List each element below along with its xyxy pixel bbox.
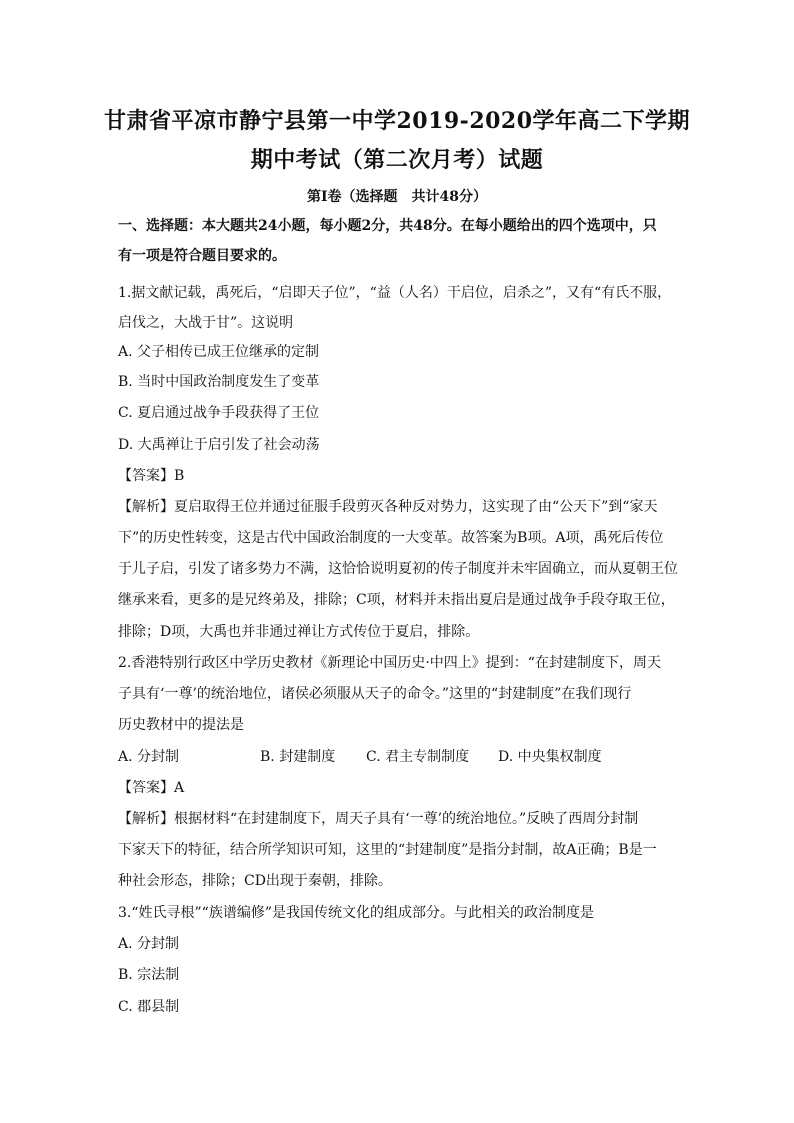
q2-option-a: A. 分封制 bbox=[118, 749, 180, 765]
q1-option-c: C. 夏启通过战争手段获得了王位 bbox=[118, 405, 320, 421]
q1-analysis-line-4: 继承来看，更多的是兄终弟及，排除；C项，材料并未指出夏启是通过战争手段夺取王位， bbox=[118, 592, 675, 608]
q3-option-c: C. 郡县制 bbox=[118, 999, 180, 1015]
q1-analysis-line-1: 【解析】夏启取得王位并通过征服手段剪灭各种反对势力，这实现了由“公天下”到“家天 bbox=[118, 499, 658, 515]
document-title-line-2: 期中考试（第二次月考）试题 bbox=[250, 147, 544, 173]
q2-option-c: C. 君主专制制度 bbox=[366, 749, 470, 765]
section-label: 第Ⅰ卷（选择题 共计48分） bbox=[306, 189, 488, 205]
q1-stem-line-1: 1.据文献记载，禹死后，“启即天子位”，“益（人名）干启位，启杀之”，又有“有氏不服， bbox=[118, 285, 672, 301]
q2-analysis-line-1: 【解析】根据材料“在封建制度下，周天子具有‘一尊’的统治地位。”反映了西周分封制 bbox=[118, 811, 639, 827]
instructions-line-1: 一、选择题：本大题共24小题，每小题2分，共48分。在每小题给出的四个选项中，只 bbox=[118, 218, 657, 234]
q2-option-d: D. 中央集权制度 bbox=[498, 749, 602, 765]
q3-stem-line-1: 3.“姓氏寻根”“族谱编修”是我国传统文化的组成部分。与此相关的政治制度是 bbox=[118, 905, 594, 921]
q2-stem-line-3: 历史教材中的提法是 bbox=[118, 717, 244, 733]
q2-option-b: B. 封建制度 bbox=[260, 749, 336, 765]
q1-analysis-line-5: 排除；D项，大禹也并非通过禅让方式传位于夏启，排除。 bbox=[118, 624, 480, 640]
q3-option-b: B. 宗法制 bbox=[118, 967, 180, 983]
document-title-line-1: 甘肃省平凉市静宁县第一中学2019-2020学年高二下学期 bbox=[103, 108, 691, 134]
q3-option-a: A. 分封制 bbox=[118, 936, 180, 952]
instructions-line-2: 有一项是符合题目要求的。 bbox=[118, 248, 286, 264]
q1-option-a: A. 父子相传已成王位继承的定制 bbox=[118, 344, 320, 360]
q2-analysis-line-3: 种社会形态，排除；CD出现于秦朝，排除。 bbox=[118, 873, 392, 889]
q1-option-d: D. 大禹禅让于启引发了社会动荡 bbox=[118, 437, 320, 453]
q2-stem-line-1: 2.香港特别行政区中学历史教材《新理论中国历史·中四上》提到：“在封建制度下，周天 bbox=[118, 655, 661, 671]
q2-stem-line-2: 子具有‘一尊’的统治地位，诸侯必须服从天子的命令。”这里的“封建制度”在我们现行 bbox=[118, 686, 632, 702]
q2-analysis-line-2: 下家天下的特征，结合所学知识可知，这里的“封建制度”是指分封制，故A正确；B是一 bbox=[118, 842, 657, 858]
q1-stem-line-2: 启伐之，大战于甘”。这说明 bbox=[118, 315, 294, 331]
q1-analysis-line-3: 于儿子启，引发了诸多势力不满，这恰恰说明夏初的传子制度并未牢固确立，而从夏朝王位 bbox=[118, 561, 678, 577]
q1-answer: 【答案】B bbox=[118, 468, 185, 484]
q1-option-b: B. 当时中国政治制度发生了变革 bbox=[118, 374, 320, 390]
q1-analysis-line-2: 下”的历史性转变，这是古代中国政治制度的一大变革。故答案为B项。A项，禹死后传位 bbox=[118, 530, 664, 546]
q2-answer: 【答案】A bbox=[118, 780, 185, 796]
